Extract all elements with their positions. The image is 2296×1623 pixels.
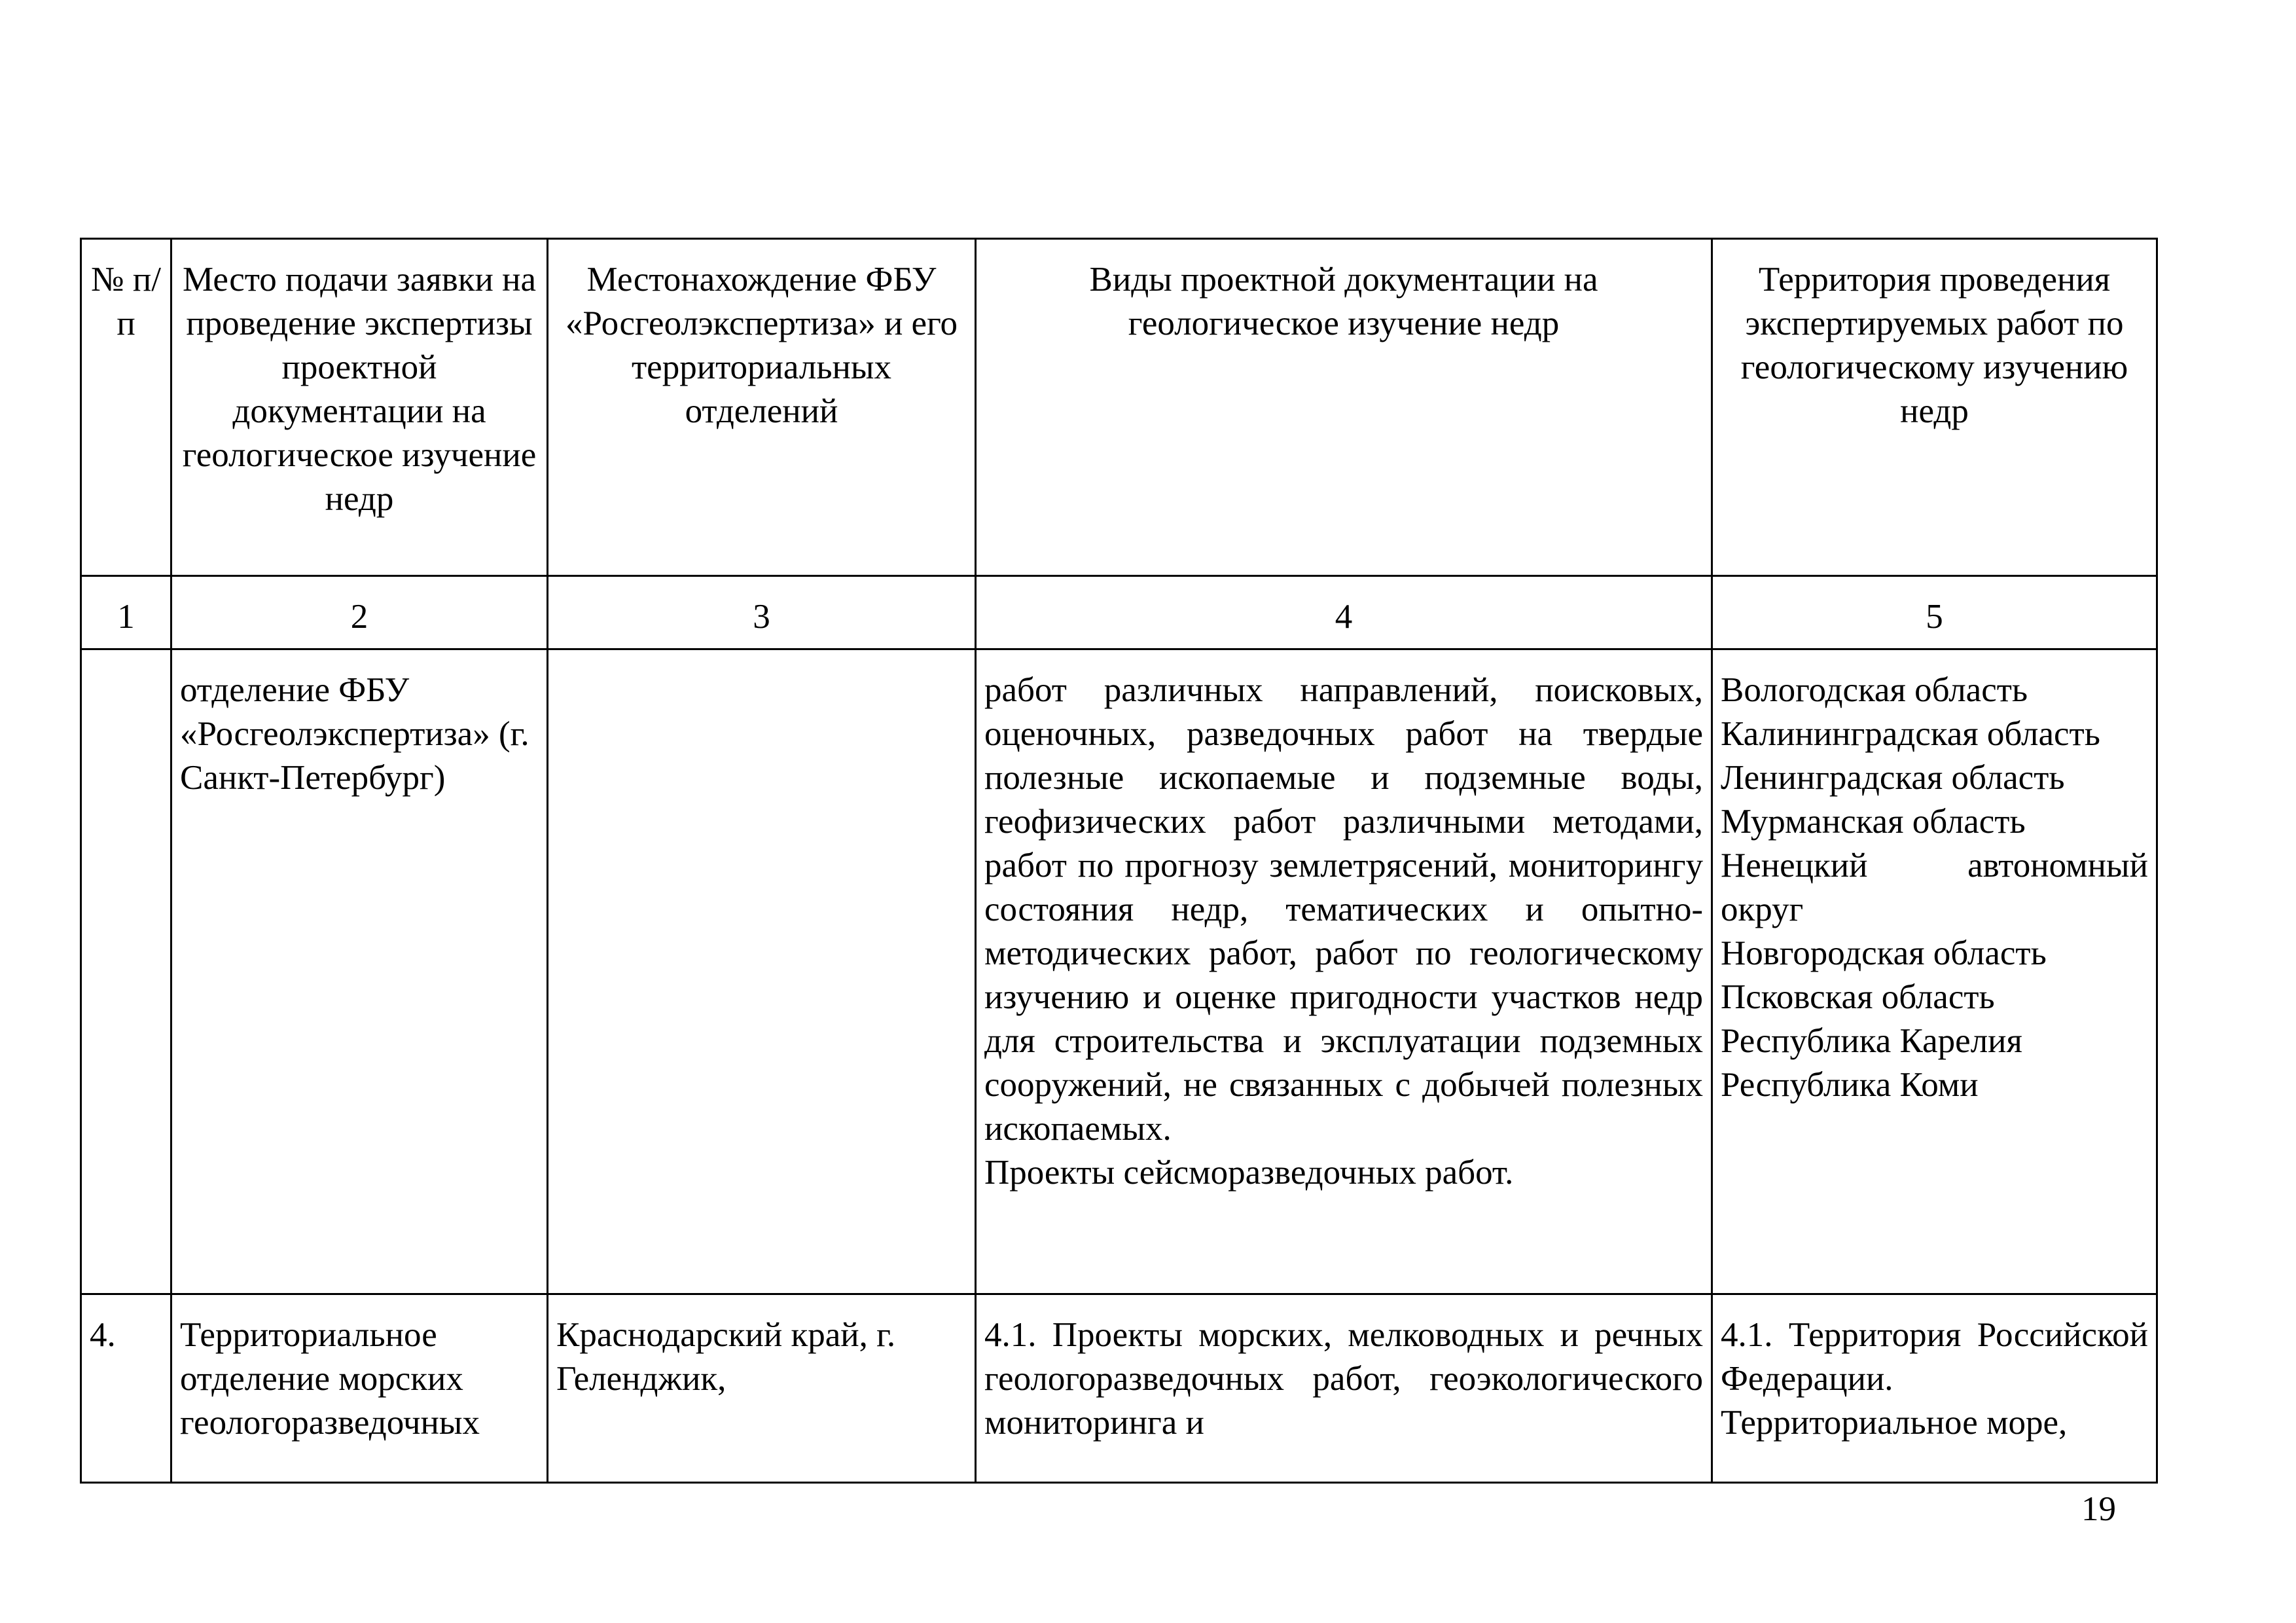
territory-item: Новгородская область <box>1721 934 2047 972</box>
territory-item: Калининградская область <box>1721 715 2100 753</box>
table-header-row <box>81 239 2157 576</box>
column-number-row <box>81 576 2157 649</box>
territory-item: Мурманская область <box>1721 803 2026 841</box>
column-number: 3 <box>548 576 976 649</box>
column-number: 2 <box>171 576 548 649</box>
application-place-cell: Территориальное отделение морских геологоразведочных <box>171 1294 548 1483</box>
document-types-cell <box>976 649 1712 1294</box>
territory-item: Ленинградская область <box>1721 759 2065 797</box>
location-cell: Краснодарский край, г. Геленджик, <box>548 1294 976 1483</box>
territory-item: Республика Карелия <box>1721 1022 2022 1060</box>
header-territory: Территория проведения экспертируемых работ по геологическому изучению недр <box>1712 239 2157 576</box>
column-number: 4 <box>976 576 1712 649</box>
table-row <box>81 649 2157 1294</box>
territory-item: Ненецкий автономный округ <box>1721 847 2148 928</box>
header-number: № п/п <box>81 239 171 576</box>
document-types-last-line: Проекты сейсморазведочных работ. <box>984 1154 1514 1192</box>
territory-item: Республика Коми <box>1721 1066 1979 1104</box>
page-number: 19 <box>2081 1490 2116 1528</box>
territory-item: Псковская область <box>1721 978 1995 1016</box>
territory-cell: 4.1. Территория Российской Федерации. Территориальное море, <box>1712 1294 2157 1483</box>
document-table <box>80 238 2158 1484</box>
territory-item: Вологодская область <box>1721 671 2028 709</box>
row-number-cell <box>81 649 171 1294</box>
application-place-cell: отделение ФБУ «Росгеолэкспертиза» (г. Санкт-Петербург) <box>171 649 548 1294</box>
table-row <box>81 1294 2157 1483</box>
header-document-types: Виды проектной документации на геологическое изучение недр <box>976 239 1712 576</box>
row-number-cell: 4. <box>81 1294 171 1483</box>
column-number: 5 <box>1712 576 2157 649</box>
column-number: 1 <box>81 576 171 649</box>
header-location: Местонахождение ФБУ «Росгеолэкспертиза» и его территориальных отделений <box>548 239 976 576</box>
header-application-place: Место подачи заявки на проведение экспертизы проектной документации на геологическое изучение недр <box>171 239 548 576</box>
document-types-cell: 4.1. Проекты морских, мелководных и речных геологоразведочных работ, геоэкологического мониторинга и <box>976 1294 1712 1483</box>
document-types-text: работ различных направлений, поисковых, оценочных, разведочных работ на твердые полезные ископаемые и подземные воды, геофизических работ различными методами, работ по прогнозу землетрясений, мониторингу состояния недр, тематических и опытно-методических работ, работ по геологическому изучению и оценке пригодности участков недр для строительства и эксплуатации подземных сооружений, не связанных с добычей полезных ископаемых. <box>984 671 1703 1148</box>
territory-cell <box>1712 649 2157 1294</box>
location-cell <box>548 649 976 1294</box>
